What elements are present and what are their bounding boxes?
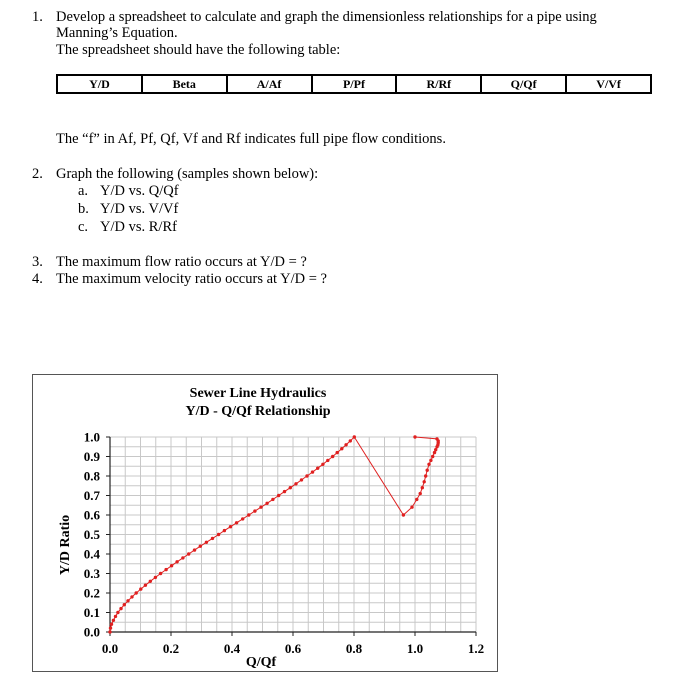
data-point (108, 630, 111, 633)
y-tick-label: 0.5 (83, 527, 100, 542)
x-tick-label: 0.4 (223, 641, 241, 656)
y-tick-label: 0.0 (83, 624, 100, 640)
data-point (130, 595, 133, 598)
data-point (193, 548, 196, 551)
data-point (154, 576, 157, 579)
data-point (410, 506, 413, 509)
chart-title: Sewer Line Hydraulics (189, 386, 327, 401)
data-point (294, 482, 297, 485)
data-point (211, 537, 214, 540)
q2-number: 2. (32, 166, 43, 182)
q2-text: Graph the following (samples shown below): (56, 166, 319, 182)
chart-grid (110, 437, 476, 632)
y-tick-label: 0.7 (83, 488, 100, 503)
data-point (423, 480, 426, 483)
data-point (119, 607, 122, 610)
data-point (223, 529, 226, 532)
data-point (311, 470, 314, 473)
data-point (139, 587, 142, 590)
x-tick-label: 1.0 (406, 641, 424, 656)
data-point (331, 455, 334, 458)
data-point (259, 506, 262, 509)
data-point (326, 459, 329, 462)
q3-text: The maximum flow ratio occurs at Y/D = ? (56, 254, 307, 270)
x-tick-label: 0.0 (101, 641, 119, 656)
data-point (110, 623, 113, 626)
data-point (402, 513, 405, 516)
x-tick-label: 0.6 (284, 641, 302, 656)
data-point (181, 556, 184, 559)
q4-number: 4. (32, 271, 43, 287)
data-point (349, 439, 352, 442)
data-point (424, 474, 427, 477)
x-tick-label: 1.2 (467, 641, 485, 656)
q2-item-c: Y/D vs. R/Rf (100, 219, 177, 235)
data-point (340, 447, 343, 450)
q1-number: 1. (32, 9, 43, 25)
data-point (241, 517, 244, 520)
data-point (434, 448, 437, 451)
data-point (289, 486, 292, 489)
y-tick-label: 0.8 (83, 468, 100, 484)
data-point (175, 560, 178, 563)
y-tick-label: 0.4 (83, 546, 100, 562)
data-point (205, 541, 208, 544)
data-point (217, 533, 220, 536)
data-point (164, 568, 167, 571)
data-point (429, 459, 432, 462)
data-point (116, 611, 119, 614)
q2-item-a: Y/D vs. Q/Qf (100, 183, 179, 199)
chart-axes (106, 437, 476, 636)
col-header-beta: Beta (142, 75, 227, 93)
data-point (431, 455, 434, 458)
spreadsheet-header-table (56, 74, 652, 94)
y-tick-label: 0.2 (83, 585, 100, 601)
col-header-v-vf: V/Vf (566, 75, 651, 93)
x-axis-label: Q/Qf (245, 655, 277, 670)
data-point (283, 490, 286, 493)
y-tick-label: 0.9 (83, 449, 100, 464)
data-point (433, 451, 436, 454)
data-point (427, 463, 430, 466)
data-point (316, 467, 319, 470)
data-point (109, 626, 112, 629)
col-header-a-af: A/Af (227, 75, 312, 93)
q4-text: The maximum velocity ratio occurs at Y/D = ? (56, 271, 327, 287)
col-header-yd: Y/D (57, 75, 142, 93)
y-tick-label: 1.0 (83, 429, 100, 445)
data-point (321, 463, 324, 466)
q1-line3: The spreadsheet should have the following table: (56, 42, 341, 58)
y-tick-label: 0.3 (83, 566, 100, 581)
q2-item-b-label: b. (78, 201, 89, 217)
q1-line2: Manning’s Equation. (56, 25, 178, 41)
y-tick-label: 0.6 (83, 507, 100, 523)
data-point (353, 435, 356, 438)
data-point (271, 498, 274, 501)
y-tick-label: 0.1 (83, 605, 100, 620)
x-tick-label: 0.8 (345, 641, 363, 656)
data-point (144, 584, 147, 587)
data-point (247, 513, 250, 516)
col-header-q-qf: Q/Qf (481, 75, 566, 93)
q2-item-a-label: a. (78, 183, 89, 199)
data-point (419, 492, 422, 495)
data-point (126, 599, 129, 602)
data-point (413, 435, 416, 438)
data-point (435, 437, 438, 440)
q1-line1: Develop a spreadsheet to calculate and graph the dimensionless relationships for a pipe using (56, 9, 597, 25)
chart-frame (32, 374, 498, 672)
data-point (229, 525, 232, 528)
data-point (253, 509, 256, 512)
data-point (426, 469, 429, 472)
data-point (159, 572, 162, 575)
full-flow-note: The “f” in Af, Pf, Qf, Vf and Rf indicates full pipe flow conditions. (56, 131, 446, 147)
x-tick-label: 0.2 (162, 641, 180, 656)
q2-item-c-label: c. (78, 219, 89, 235)
data-point (235, 521, 238, 524)
chart-subtitle: Y/D - Q/Qf Relationship (185, 404, 331, 419)
data-point (187, 552, 190, 555)
data-point (415, 498, 418, 501)
data-point (300, 478, 303, 481)
data-point (114, 615, 117, 618)
q2-item-b: Y/D vs. V/Vf (100, 201, 179, 217)
data-point (344, 443, 347, 446)
data-point (277, 494, 280, 497)
data-point (112, 619, 115, 622)
data-point (336, 451, 339, 454)
data-point (305, 474, 308, 477)
col-header-r-rf: R/Rf (396, 75, 481, 93)
y-axis-label: Y/D Ratio (58, 514, 73, 576)
data-point (149, 580, 152, 583)
data-point (123, 603, 126, 606)
q3-number: 3. (32, 254, 43, 270)
data-point (170, 564, 173, 567)
data-point (199, 545, 202, 548)
data-point (265, 502, 268, 505)
data-point (421, 486, 424, 489)
yd-qqf-chart (33, 375, 497, 671)
data-point (135, 591, 138, 594)
col-header-p-pf: P/Pf (312, 75, 397, 93)
